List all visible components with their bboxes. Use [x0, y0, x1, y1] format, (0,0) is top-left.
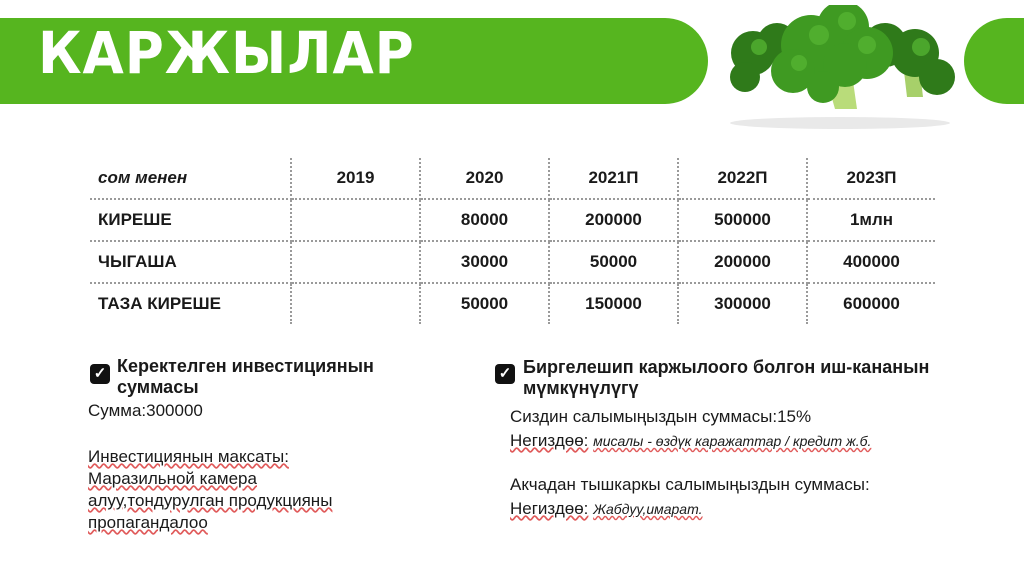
finance-table [90, 158, 935, 324]
basis2-label: Негиздөө: [510, 499, 589, 518]
column-header: 2021П [549, 158, 678, 199]
investment-heading [117, 356, 374, 398]
own-share-text: Сиздин салымыңыздын суммасы:15% [510, 407, 812, 426]
column-header: сом менен [90, 158, 291, 199]
column-header: 2022П [678, 158, 807, 199]
cofinancing-heading-line: Биргелешип каржылоого болгон иш-кананын [523, 357, 930, 377]
purpose-label: Инвестициянын максаты: [88, 447, 289, 466]
sum-text: Сумма:300000 [88, 401, 203, 420]
row-label: КИРЕШЕ [90, 199, 291, 241]
table-cell: 500000 [678, 199, 807, 241]
cofinancing-heading-line: мүмкүнүлүгү [523, 378, 639, 398]
basis-line [510, 430, 871, 452]
table-cell [291, 199, 420, 241]
table-cell: 300000 [678, 283, 807, 324]
table-cell: 200000 [549, 199, 678, 241]
table-cell: 400000 [807, 241, 935, 283]
table-cell: 200000 [678, 241, 807, 283]
row-label: ТАЗА КИРЕШЕ [90, 283, 291, 324]
investment-heading-line: Керектелген инвестициянын [117, 356, 374, 376]
table-row [90, 199, 935, 241]
column-header: 2019 [291, 158, 420, 199]
table-cell: 80000 [420, 199, 549, 241]
table-cell: 600000 [807, 283, 935, 324]
table-row [90, 283, 935, 324]
basis2-value: Жабдуу,имарат. [593, 501, 703, 517]
table-cell [291, 241, 420, 283]
investment-heading-line: суммасы [117, 377, 199, 397]
table-cell: 150000 [549, 283, 678, 324]
check-icon: ✓ [90, 364, 110, 384]
basis-label: Негиздөө: [510, 431, 589, 450]
table-header-row [90, 158, 935, 199]
banner-right-pill [964, 18, 1024, 104]
purpose-block [88, 446, 332, 534]
table-row [90, 241, 935, 283]
table-cell: 1млн [807, 199, 935, 241]
basis2-line [510, 498, 702, 520]
table-cell: 50000 [549, 241, 678, 283]
table-cell [291, 283, 420, 324]
row-label: ЧЫГАША [90, 241, 291, 283]
page-title: КАРЖЫЛАР [38, 19, 415, 87]
column-header: 2020 [420, 158, 549, 199]
purpose-line: пропагандалоо [88, 513, 208, 532]
table-cell: 50000 [420, 283, 549, 324]
broccoli-image [715, 5, 965, 130]
basis-value: мисалы - өздүк каражаттар / кредит ж.б. [593, 433, 872, 449]
purpose-line: Маразильной камера [88, 469, 257, 488]
external-contribution-text: Акчадан тышкаркы салымыңыздын суммасы: [510, 475, 870, 494]
purpose-line: алуу,тондурулган продукцияны [88, 491, 333, 510]
column-header: 2023П [807, 158, 935, 199]
table-cell: 30000 [420, 241, 549, 283]
cofinancing-heading [523, 357, 929, 399]
check-icon: ✓ [495, 364, 515, 384]
